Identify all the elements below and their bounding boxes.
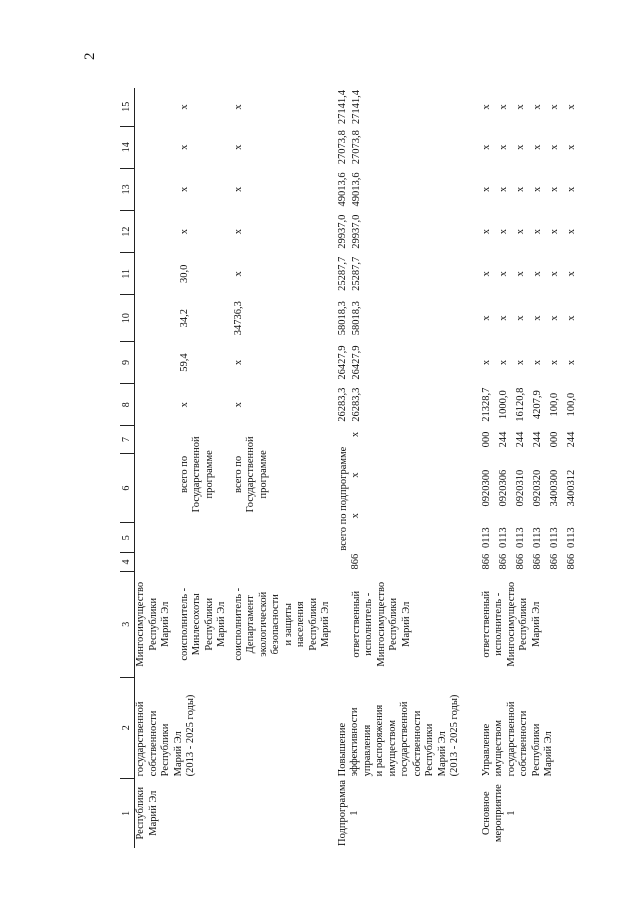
code-cell: 000 bbox=[548, 431, 560, 448]
value-cell: 29937,0 bbox=[336, 214, 348, 249]
code-cell: 0920300 bbox=[480, 469, 492, 507]
code-cell: 244 bbox=[531, 431, 543, 448]
value-cell: x bbox=[497, 186, 509, 193]
value-cell: 27141,4 bbox=[350, 89, 362, 125]
value-cell: x bbox=[531, 104, 543, 110]
code-cell: 866 bbox=[514, 553, 526, 570]
gov-code: 866 bbox=[350, 553, 361, 570]
col-header-12: 12 bbox=[120, 211, 135, 253]
col-header-11: 11 bbox=[120, 253, 135, 295]
col-header-8: 8 bbox=[120, 384, 135, 426]
code-cell: 0113 bbox=[497, 527, 509, 549]
value-cell: x bbox=[232, 271, 244, 277]
value-cell: 34,2 bbox=[178, 308, 190, 328]
code-cell: 866 bbox=[497, 553, 509, 570]
value-cell: x bbox=[548, 315, 560, 321]
value-cell: x bbox=[232, 359, 244, 366]
col-header-3: 3 bbox=[120, 571, 135, 677]
subprogram-total-label: всего по подпрограмме bbox=[337, 446, 349, 551]
code-cell: 0113 bbox=[531, 527, 543, 549]
value-cell: x bbox=[514, 315, 526, 321]
value-cell: x bbox=[178, 186, 190, 193]
code-cell: 0920310 bbox=[514, 469, 526, 507]
table-row bbox=[481, 88, 498, 848]
value-cell: x bbox=[548, 186, 560, 193]
value-cell: x bbox=[548, 144, 560, 150]
value-cell: 30,0 bbox=[178, 264, 190, 284]
value-cell: x bbox=[531, 271, 543, 277]
value-cell: 25287,7 bbox=[350, 256, 362, 291]
value-cell: 25287,7 bbox=[336, 256, 348, 291]
subprogram-status: Подпрограмма 1 bbox=[336, 779, 360, 846]
col-header-9: 9 bbox=[120, 341, 135, 383]
value-cell: x bbox=[548, 359, 560, 366]
value-cell: 26427,9 bbox=[336, 345, 348, 380]
code-cell: 000 bbox=[480, 431, 492, 448]
code-cell: x bbox=[350, 431, 361, 438]
col-header-10: 10 bbox=[120, 295, 135, 341]
value-cell: x bbox=[497, 229, 509, 235]
col-header-14: 14 bbox=[120, 126, 135, 168]
col-header-1: 1 bbox=[120, 778, 135, 848]
code-cell: 866 bbox=[548, 553, 560, 570]
code-cell: 244 bbox=[565, 431, 577, 448]
value-cell: 34736,3 bbox=[232, 301, 244, 336]
value-cell: x bbox=[178, 144, 190, 150]
program-total-label: всего по Государственной программе bbox=[232, 436, 269, 513]
subprogram-name: Повышение эффективности управления и распоряжения имуществом государственной собственности Республики Марий Эл (2013 - 2025 годы) bbox=[336, 694, 460, 777]
value-cell: x bbox=[497, 315, 509, 321]
code-cell: 0113 bbox=[548, 527, 560, 549]
value-cell: 21328,7 bbox=[480, 387, 492, 422]
measure-status: Основное мероприятие 1 bbox=[480, 784, 517, 843]
code-cell: 866 bbox=[565, 553, 577, 570]
table-row bbox=[135, 88, 179, 848]
measure-name: Управление имуществом государственной собственности Республики Марий Эл bbox=[480, 701, 554, 777]
value-cell: x bbox=[514, 271, 526, 277]
code-cell: 244 bbox=[514, 431, 526, 448]
value-cell: x bbox=[514, 144, 526, 150]
code-cell: 0920306 bbox=[497, 469, 509, 507]
value-cell: x bbox=[178, 104, 190, 110]
program-total-label: всего по Государственной программе bbox=[178, 436, 215, 513]
value-cell: 59,4 bbox=[178, 353, 190, 372]
col-header-13: 13 bbox=[120, 168, 135, 210]
col-header-6: 6 bbox=[120, 453, 135, 523]
col-header-4: 4 bbox=[120, 552, 135, 571]
value-cell: x bbox=[497, 104, 509, 110]
value-cell: x bbox=[232, 186, 244, 193]
value-cell: x bbox=[232, 144, 244, 150]
program-status: Республики Марий Эл bbox=[135, 786, 159, 840]
value-cell: x bbox=[232, 402, 244, 408]
code-cell: 3400312 bbox=[565, 469, 577, 507]
value-cell: 100,0 bbox=[565, 392, 577, 417]
value-cell: x bbox=[480, 271, 492, 277]
value-cell: 58018,3 bbox=[336, 301, 348, 336]
value-cell: x bbox=[497, 271, 509, 277]
value-cell: 26427,9 bbox=[350, 345, 362, 380]
value-cell: 27073,8 bbox=[336, 130, 348, 165]
value-cell: 29937,0 bbox=[350, 214, 362, 249]
col-header-5: 5 bbox=[120, 523, 135, 553]
value-cell: x bbox=[565, 229, 577, 235]
value-cell: 49013,6 bbox=[336, 172, 348, 207]
value-cell: x bbox=[480, 144, 492, 150]
value-cell: x bbox=[232, 229, 244, 235]
code-cell: 3400300 bbox=[548, 469, 560, 507]
col-header-7: 7 bbox=[120, 426, 135, 453]
value-cell: x bbox=[178, 229, 190, 235]
value-cell: x bbox=[531, 144, 543, 150]
measure-executor: ответственный исполнитель - Мингосимущество Республики Марий Эл bbox=[480, 581, 542, 667]
code-cell: x bbox=[350, 472, 361, 478]
value-cell: x bbox=[565, 315, 577, 321]
value-cell: 27141,4 bbox=[336, 89, 348, 125]
code-cell: 866 bbox=[531, 553, 543, 570]
value-cell: x bbox=[565, 144, 577, 150]
value-cell: x bbox=[497, 144, 509, 150]
value-cell: 26283,3 bbox=[336, 387, 348, 422]
subprogram-executor: ответственный исполнитель - Мингосимущество Республики Марий Эл bbox=[350, 581, 412, 667]
value-cell: 4207,9 bbox=[531, 390, 543, 420]
col-header-2: 2 bbox=[120, 677, 135, 778]
value-cell: 100,0 bbox=[548, 392, 560, 417]
value-cell: 58018,3 bbox=[350, 301, 362, 336]
program-co-executor: соисполнитель - Департамент экологической безопасности и защиты населения Республики Марий Эл bbox=[232, 587, 331, 661]
code-cell: 866 bbox=[480, 553, 492, 570]
budget-table bbox=[120, 88, 583, 848]
value-cell: x bbox=[565, 359, 577, 366]
value-cell: x bbox=[531, 315, 543, 321]
program-executor: Мингосимущество Республики Марий Эл bbox=[135, 581, 171, 667]
program-name: государственной собственности Республики Марий Эл (2013 - 2025 годы) bbox=[135, 694, 196, 777]
value-cell: x bbox=[548, 104, 560, 110]
value-cell: x bbox=[514, 186, 526, 193]
code-cell: 0113 bbox=[514, 527, 526, 549]
value-cell: x bbox=[565, 271, 577, 277]
value-cell: x bbox=[565, 186, 577, 193]
value-cell: x bbox=[514, 359, 526, 366]
code-cell: 244 bbox=[497, 431, 509, 448]
value-cell: x bbox=[480, 359, 492, 366]
value-cell: 1000,0 bbox=[497, 390, 509, 420]
value-cell: x bbox=[531, 229, 543, 235]
value-cell: x bbox=[232, 104, 244, 110]
value-cell: x bbox=[178, 402, 190, 408]
value-cell: x bbox=[548, 271, 560, 277]
value-cell: x bbox=[480, 104, 492, 110]
page-number: 2 bbox=[82, 52, 98, 60]
program-co-executor: соисполнитель - Минлесохоты Республики Марий Эл bbox=[178, 587, 227, 661]
code-cell: x bbox=[350, 513, 361, 519]
value-cell: 27073,8 bbox=[350, 130, 362, 165]
code-cell: 0113 bbox=[565, 527, 577, 549]
column-header-row bbox=[120, 88, 135, 848]
value-cell: x bbox=[480, 186, 492, 193]
value-cell: x bbox=[531, 186, 543, 193]
col-header-15: 15 bbox=[120, 88, 135, 126]
value-cell: x bbox=[514, 229, 526, 235]
value-cell: x bbox=[514, 104, 526, 110]
value-cell: 26283,3 bbox=[350, 387, 362, 422]
value-cell: x bbox=[480, 229, 492, 235]
code-cell: 0920320 bbox=[531, 469, 543, 507]
value-cell: x bbox=[531, 359, 543, 366]
value-cell: x bbox=[565, 104, 577, 110]
budget-table-sheet bbox=[120, 88, 639, 848]
value-cell: x bbox=[548, 229, 560, 235]
value-cell: 16120,8 bbox=[514, 387, 526, 422]
value-cell: x bbox=[480, 315, 492, 321]
value-cell: x bbox=[497, 359, 509, 366]
value-cell: 49013,6 bbox=[350, 172, 362, 207]
code-cell: 0113 bbox=[480, 527, 492, 549]
